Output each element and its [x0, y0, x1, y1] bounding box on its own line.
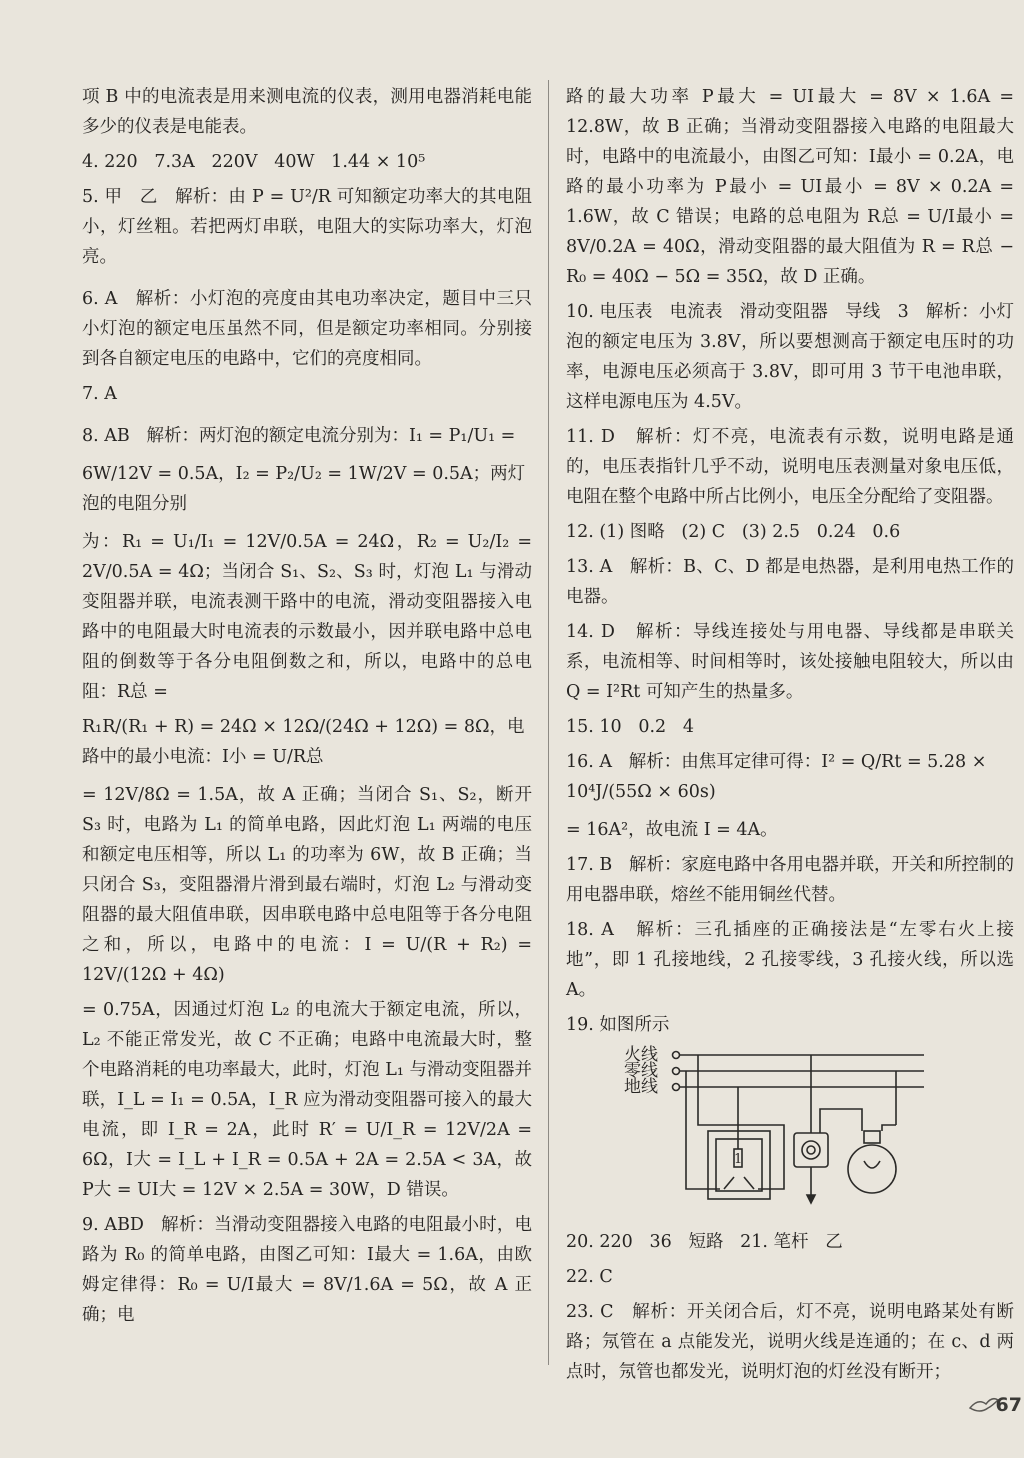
answer-11: 11. D 解析：灯不亮，电流表有示数，说明电路是通的，电压表指针几乎不动，说明电压表测量对象电压低，电阻在整个电路中所占比例小，电压全分配给了变阻器。 [566, 427, 1014, 507]
lamp-cap [864, 1131, 880, 1143]
answer-9-start: 9. ABD 解析：当滑动变阻器接入电路的电阻最小时，电路为 R₀ 的简单电路，由图乙可知：I最大 = 1.6A，由欧姆定律得：R₀ = U/I最大 = 8V/1.6A = 5Ω，故 A 正确；电 [82, 1215, 532, 1325]
answer-4: 4. 220 7.3A 220V 40W 1.44 × 10⁵ [82, 152, 426, 172]
answer-8-resistances: 为：R₁ = U₁/I₁ = 12V/0.5A = 24Ω，R₂ = U₂/I₂ = 2V/0.5A = 4Ω；当闭合 S₁、S₂、S₃ 时，灯泡 L₁ 与滑动变阻器并联，电流表测干路中的电流，滑动变阻器接入电路中的电阻最大时电流表的示数最小，因并联电路中总电阻的倒数等于各分电阻倒数之和，所以，电路中的总电阻：R总 = [82, 532, 538, 702]
answer-5: 5. 甲 乙 解析：由 P = U²/R 可知额定功率大的其电阻小，灯丝粗。若把两灯串联，电阻大的实际功率大，灯泡亮。 [82, 187, 532, 267]
socket-mark: 1 [734, 1152, 743, 1167]
answer-10: 10. 电压表 电流表 滑动变阻器 导线 3 解析：小灯泡的额定电压为 3.8V，所以要想测高于额定电压时的功率，电源电压必须高于 3.8V，即可用 3 节干电池串联，这样电源电压为 4.5V。 [566, 302, 1014, 412]
circuit-drawing [624, 1045, 964, 1221]
answer-12: 12. (1) 图略 (2) C (3) 2.5 0.24 0.6 [566, 522, 901, 542]
answer-14: 14. D 解析：导线连接处与用电器、导线都是串联关系，电流相等、时间相等时，该处接触电阻较大，所以由 Q = I²Rt 可知产生的热量多。 [566, 622, 1020, 702]
answer-16-formula: 16. A 解析：由焦耳定律可得：I² = Q/Rt = 5.28 × 10⁴J/(55Ω × 60s) [566, 752, 992, 802]
answer-20-21: 20. 220 36 短路 21. 笔杆 乙 [566, 1232, 843, 1252]
socket-right-hole [744, 1177, 754, 1189]
answer-13: 13. A 解析：B、C、D 都是电热器，是利用电热工作的电器。 [566, 557, 1014, 607]
answer-8-total-resistance: R₁R/(R₁ + R) = 24Ω × 12Ω/(24Ω + 12Ω) = 8Ω，电路中的最小电流：I小 = U/R总 [82, 717, 525, 767]
answer-3-end: 项 B 中的电流表是用来测电流的仪表，测用电器消耗电能多少的仪表是电能表。 [82, 87, 532, 137]
answer-9-end: 路的最大功率 P最大 = UI最大 = 8V × 1.6A = 12.8W，故 B 正确；当滑动变阻器接入电路的电阻最大时，电路中的电流最小，由图乙可知：I最小 = 0.2A，电路的最小功率为 P最小 = UI最小 = 8V × 0.2A = 1.6W，故 C 错误；电路的总电阻为 R总 = U/I最小 = 8V/0.2A = 40Ω，滑动变阻器的最大阻值为 R = R总 − R₀ = 40Ω − 5Ω = 35Ω，故 D 正确。 [566, 87, 1020, 287]
label-live-wire: 火线 [624, 1045, 658, 1065]
answer-19: 19. 如图所示 [566, 1015, 670, 1035]
pull-switch [794, 1133, 828, 1167]
right-column [566, 82, 1020, 1392]
light-bulb-icon [848, 1145, 896, 1193]
household-circuit-diagram [624, 1045, 964, 1221]
answer-8-options-ab: = 12V/8Ω = 1.5A，故 A 正确；当闭合 S₁、S₂，断开 S₃ 时，电路为 L₁ 的简单电路，因此灯泡 L₁ 两端的电压和额定电压相等，所以 L₁ 的功率为 6W，故 B 正确；当只闭合 S₃，变阻器滑片滑到最右端时，灯泡 L₂ 与滑动变阻器的最大阻值串联，因串联电路中总电阻等于各分电阻之和，所以，电路中的电流：I = U/(R + R₂) = 12V/(12Ω + 4Ω) [82, 785, 538, 985]
answer-22: 22. C [566, 1267, 613, 1287]
answer-8-intro: 8. AB 解析：两灯泡的额定电流分别为：I₁ = P₁/U₁ = [82, 426, 516, 446]
answer-7: 7. A [82, 384, 117, 404]
answer-8-options-cd: = 0.75A，因通过灯泡 L₂ 的电流大于额定电流，所以，L₂ 不能正常发光，故 C 不正确；电路中电流最大时，整个电路消耗的电功率最大，此时，灯泡 L₁ 与滑动变阻器并联，I_L = I₁ = 0.5A，I_R 应为滑动变阻器可接入的最大电流，即 I_R = 2A，此时 R′ = U/I_R = 12V/2A = 6Ω，I大 = I_L + I_R = 0.5A + 2A = 2.5A < 3A，故 P大 = UI大 = 12V × 2.5A = 30W，D 错误。 [82, 1000, 538, 1200]
label-neutral-wire: 零线 [624, 1061, 658, 1081]
answer-17: 17. B 解析：家庭电路中各用电器并联，开关和所控制的用电器串联，熔丝不能用铜丝代替。 [566, 855, 1014, 905]
answer-23: 23. C 解析：开关闭合后，灯不亮，说明电路某处有断路；氖管在 a 点能发光，说明火线是连通的；在 c、d 两点时，氖管也都发光，说明灯泡的灯丝没有断开； [566, 1302, 1014, 1382]
answer-8-currents: 6W/12V = 0.5A，I₂ = P₂/U₂ = 1W/2V = 0.5A；两灯泡的电阻分别 [82, 464, 526, 514]
answer-16-result: = 16A²，故电流 I = 4A。 [566, 820, 778, 840]
column-divider [548, 80, 549, 1365]
answer-15: 15. 10 0.2 4 [566, 717, 695, 737]
label-earth-wire: 地线 [624, 1077, 658, 1097]
socket-left-hole [724, 1177, 734, 1189]
page-number: 67 [995, 1394, 1022, 1416]
answer-6: 6. A 解析：小灯泡的亮度由其电功率决定，题目中三只小灯泡的额定电压虽然不同，但是额定功率相同。分别接到各自额定电压的电路中，它们的亮度相同。 [82, 289, 532, 369]
left-column [82, 82, 538, 1335]
answer-18: 18. A 解析：三孔插座的正确接法是“左零右火上接地”，即 1 孔接地线，2 孔接零线，3 孔接火线，所以选 A。 [566, 920, 1020, 1000]
